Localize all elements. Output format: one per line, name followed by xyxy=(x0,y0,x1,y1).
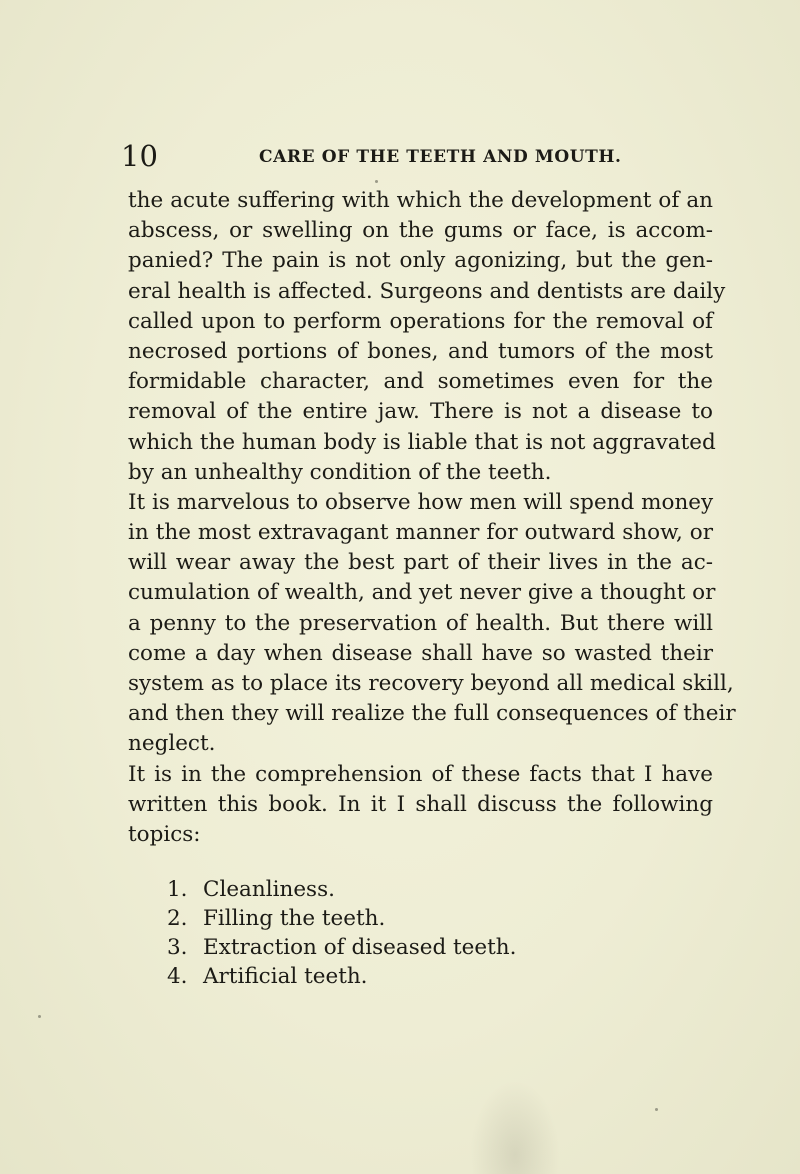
print-speck xyxy=(375,180,378,183)
list-item xyxy=(167,962,516,991)
text-line: a penny to the preservation of health. But there will xyxy=(128,610,713,636)
text-line: panied? The pain is not only agonizing, but the gen- xyxy=(128,248,713,274)
text-line: formidable character, and sometimes even for the xyxy=(128,369,713,395)
list-item-number: 4. xyxy=(167,964,188,989)
list-item xyxy=(167,933,516,962)
text-line: neglect. xyxy=(128,731,216,757)
page-header xyxy=(0,138,800,174)
running-head: CARE OF THE TEETH AND MOUTH. xyxy=(259,147,622,167)
text-line: and then they will realize the full consequences of their xyxy=(128,701,736,727)
text-line: written this book. In it I shall discuss the following xyxy=(128,791,713,817)
print-speck xyxy=(655,1108,658,1111)
text-line: the acute suffering with which the development of an xyxy=(128,188,713,213)
list-item xyxy=(167,904,516,933)
text-line: system as to place its recovery beyond all medical skill, xyxy=(128,671,734,696)
topics-list xyxy=(167,875,516,991)
page-smudge xyxy=(470,1080,560,1174)
list-item-number: 2. xyxy=(167,906,188,931)
text-line: by an unhealthy condition of the teeth. xyxy=(128,459,552,485)
text-line: which the human body is liable that is not aggravated xyxy=(128,429,716,455)
text-line: will wear away the best part of their lives in the ac- xyxy=(128,550,713,576)
list-item-number: 3. xyxy=(167,935,188,960)
body-text xyxy=(128,186,736,850)
text-line: It is marvelous to observe how men will spend money xyxy=(128,489,714,515)
print-speck xyxy=(38,1015,41,1018)
list-item-text: Cleanliness. xyxy=(203,877,335,902)
text-line: necrosed portions of bones, and tumors of the most xyxy=(128,338,713,364)
list-item-number: 1. xyxy=(167,877,188,902)
list-item-text: Artificial teeth. xyxy=(203,964,368,989)
page-number: 10 xyxy=(121,139,158,173)
list-item xyxy=(167,875,516,904)
text-line: eral health is affected. Surgeons and dentists are daily xyxy=(128,278,726,304)
list-item-text: Filling the teeth. xyxy=(203,906,386,931)
list-item-text: Extraction of diseased teeth. xyxy=(203,935,517,960)
text-line: abscess, or swelling on the gums or face, is accom- xyxy=(128,218,713,244)
text-line: come a day when disease shall have so wasted their xyxy=(128,640,713,666)
text-line: topics: xyxy=(128,821,201,847)
text-line: It is in the comprehension of these facts that I have xyxy=(128,761,713,787)
text-line: removal of the entire jaw. There is not a disease to xyxy=(128,399,713,425)
text-line: called upon to perform operations for the removal of xyxy=(128,308,713,334)
text-line: in the most extravagant manner for outward show, or xyxy=(128,520,713,546)
text-line: cumulation of wealth, and yet never give a thought or xyxy=(128,580,716,606)
